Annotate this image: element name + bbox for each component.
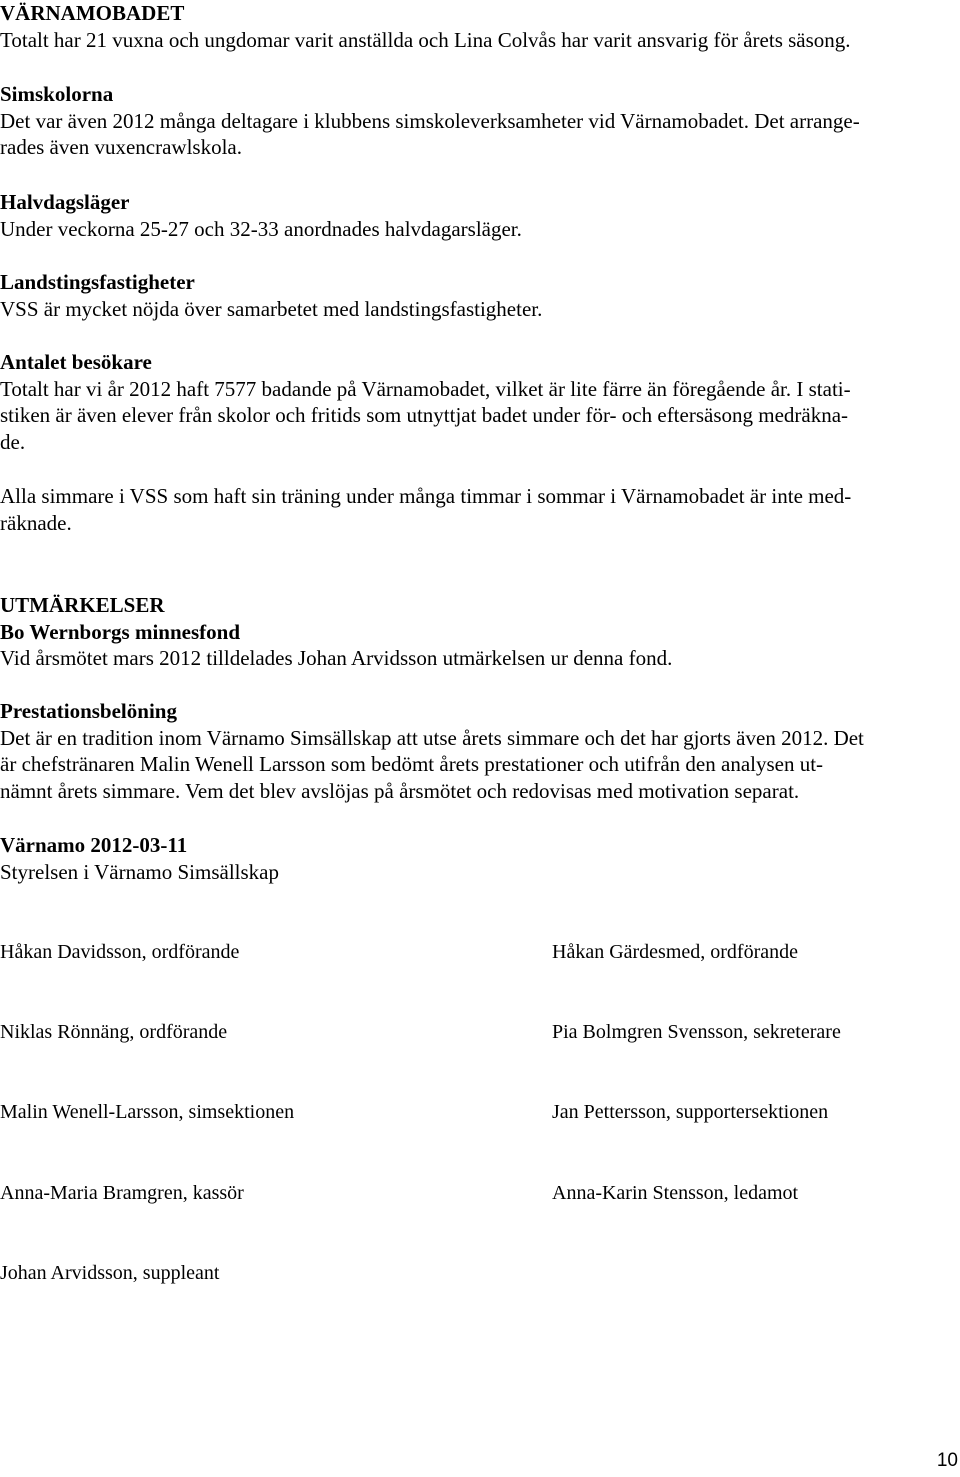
landstingsfastigheter-text: VSS är mycket nöjda över samarbetet med landstingsfastigheter. — [0, 296, 543, 321]
signature-jan-pettersson: Jan Pettersson, supportersektionen — [552, 1101, 829, 1123]
place-date: Värnamo 2012-03-11 — [0, 833, 188, 857]
besokare-note-2: räknade. — [0, 510, 72, 535]
utmarkelser-text: Vid årsmötet mars 2012 tilldelades Johan Arvidsson utmärkelsen ur denna fond. — [0, 646, 673, 670]
heading-utmarkelser: UTMÄRKELSER — [0, 593, 165, 617]
section-besokare-note — [0, 483, 960, 536]
section-utmarkelser — [0, 592, 960, 672]
prestation-text-1: Det är en tradition inom Värnamo Simsällskap att utse årets simmare och det har gjorts även 2012. Det — [0, 725, 864, 750]
heading-simskolorna: Simskolorna — [0, 82, 114, 106]
section-varnamobadet — [0, 0, 960, 53]
signature-pia-bolmgren: Pia Bolmgren Svensson, sekreterare — [552, 1021, 841, 1043]
section-besokare — [0, 349, 960, 455]
heading-besokare: Antalet besökare — [0, 350, 152, 374]
simskolorna-text-2: rades även vuxencrawlskola. — [0, 135, 242, 159]
section-closing — [0, 832, 960, 885]
signature-malin-wenell: Malin Wenell-Larsson, simsektionen — [0, 1101, 295, 1123]
halvdagslager-text: Under veckorna 25-27 och 32-33 anordnades halvdagarsläger. — [0, 216, 522, 241]
section-simskolorna — [0, 81, 960, 161]
heading-landstingsfastigheter: Landstingsfastigheter — [0, 270, 195, 294]
page-number: 10 — [936, 1450, 958, 1471]
heading-varnamobadet: VÄRNAMOBADET — [0, 1, 185, 25]
prestation-text-3: nämnt årets simmare. Vem det blev avslöjas på årsmötet och redovisas med motivation separat. — [0, 778, 800, 803]
signature-niklas-ronnang: Niklas Rönnäng, ordförande — [0, 1021, 228, 1043]
signature-anna-karin: Anna-Karin Stensson, ledamot — [552, 1182, 799, 1204]
section-prestation — [0, 698, 960, 804]
besokare-text-1: Totalt har vi år 2012 haft 7577 badande på Värnamobadet, vilket är lite färre än föregående år. I stati- — [0, 376, 851, 401]
section-halvdagslager — [0, 189, 960, 242]
heading-prestation: Prestationsbelöning — [0, 699, 177, 723]
prestation-text-2: är chefstränaren Malin Wenell Larsson som bedömt årets prestationer och utifrån den analysen ut- — [0, 752, 824, 776]
subheading-minnesfond: Bo Wernborgs minnesfond — [0, 619, 240, 644]
signature-hakan-gardesmed: Håkan Gärdesmed, ordförande — [552, 941, 799, 963]
board-signature: Styrelsen i Värnamo Simsällskap — [0, 859, 279, 884]
simskolorna-text-1: Det var även 2012 många deltagare i klubbens simskoleverksamheter vid Värnamobadet. Det arrange- — [0, 108, 860, 133]
section-landstingsfastigheter — [0, 269, 960, 322]
heading-halvdagslager: Halvdagsläger — [0, 190, 130, 214]
signature-johan-arvidsson: Johan Arvidsson, suppleant — [0, 1262, 220, 1284]
signature-anna-maria: Anna-Maria Bramgren, kassör — [0, 1182, 244, 1204]
varnamobadet-text: Totalt har 21 vuxna och ungdomar varit anställda och Lina Colvås har varit ansvarig för årets säsong. — [0, 27, 851, 52]
besokare-text-2: stiken är även elever från skolor och fritids som utnyttjat badet under för- och eftersäsong medräkna- — [0, 403, 849, 427]
besokare-note-1: Alla simmare i VSS som haft sin träning under många timmar i sommar i Värnamobadet är inte med- — [0, 484, 852, 508]
signature-hakan-davidsson: Håkan Davidsson, ordförande — [0, 941, 240, 963]
besokare-text-3: de. — [0, 429, 26, 454]
